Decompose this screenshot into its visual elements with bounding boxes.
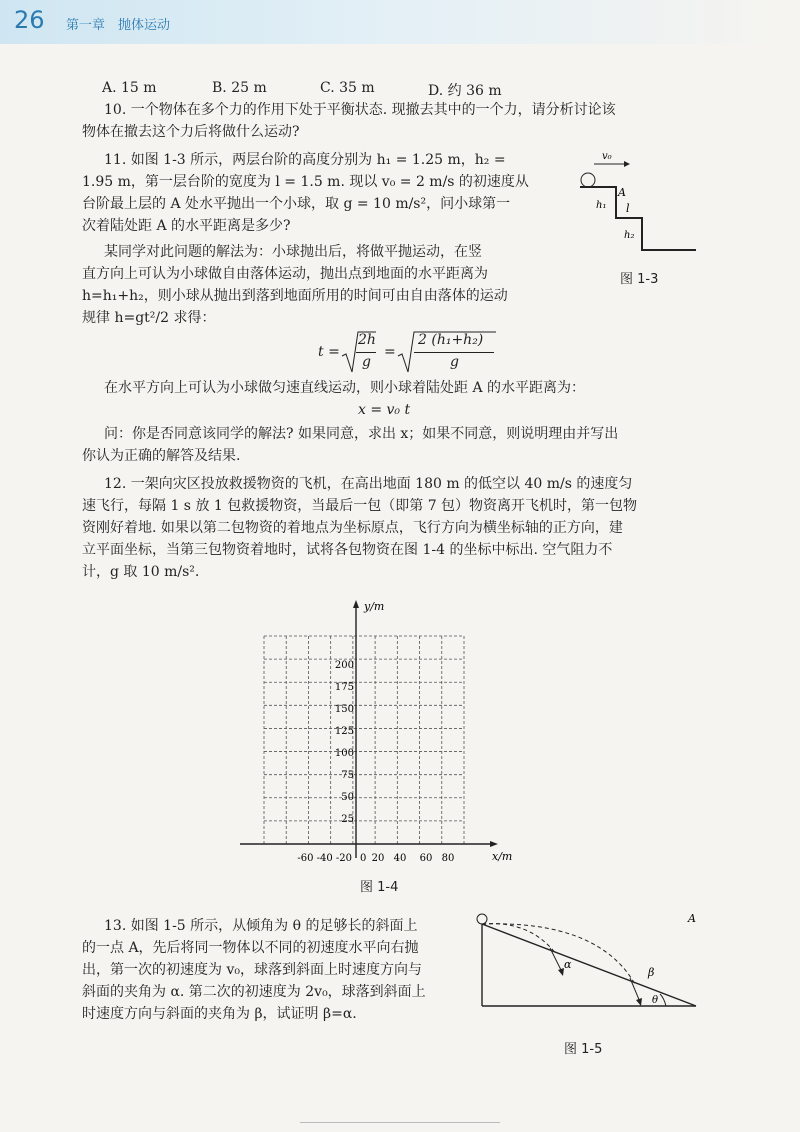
fig13-h2: h₂ — [624, 230, 635, 241]
chapter-title: 第一章 抛体运动 — [66, 18, 171, 33]
formula-t-lhs: t = — [318, 344, 340, 360]
formula-t — [318, 330, 518, 376]
fig13-l: l — [626, 202, 630, 215]
fig15-A: A — [688, 912, 696, 925]
fraction-bar-2 — [414, 352, 494, 353]
fig13-A: A — [618, 186, 626, 199]
velocity-2 — [630, 978, 640, 1002]
q13-line-4: 斜面的夹角为 α. 第二次的初速度为 2v₀，球落到斜面上 — [82, 984, 426, 1000]
fig14-caption: 图 1-4 — [360, 880, 399, 895]
formula-t-f2-den: g — [450, 354, 459, 370]
q11-after: 在水平方向上可认为小球做匀速直线运动，则小球着陆处距 A 的水平距离为： — [104, 380, 586, 396]
q11-line-4: 次着陆处距 A 的水平距离是多少? — [82, 218, 291, 234]
q11-ask-2: 你认为正确的解答及结果. — [82, 448, 241, 464]
velocity-2-arrow-icon — [636, 998, 642, 1006]
fraction-bar-1 — [356, 352, 376, 353]
figure-1-3 — [572, 146, 702, 286]
y-tick-50: 50 — [341, 792, 354, 803]
x-tick-40: 40 — [393, 853, 407, 864]
option-c: C. 35 m — [320, 80, 375, 96]
x-tick-60: 60 — [419, 853, 433, 864]
arrow-head-icon — [624, 161, 630, 167]
q12-line-4: 立平面坐标，当第三包物资着地时，试将各包物资在图 1-4 的坐标中标出. 空气阻力不 — [82, 542, 613, 558]
q12-line-1: 12. 一架向灾区投放救援物资的飞机，在高出地面 180 m 的低空以 40 m/s 的速度匀 — [104, 476, 633, 492]
y-axis-arrow-icon — [353, 600, 359, 608]
formula-t-f1-den: g — [362, 354, 371, 370]
q13-line-5: 时速度方向与斜面的夹角为 β，试证明 β=α. — [82, 1006, 357, 1022]
option-d: D. 约 36 m — [428, 83, 502, 99]
bottom-rule — [300, 1122, 500, 1123]
velocity-1 — [550, 948, 562, 972]
theta-arc — [660, 994, 666, 1006]
figure-1-5 — [470, 910, 702, 1014]
q10-line-1: 10. 一个物体在多个力的作用下处于平衡状态. 现撤去其中的一个力，请分析讨论该 — [104, 102, 616, 118]
ball-icon — [581, 173, 595, 187]
x-axis-arrow-icon — [490, 841, 498, 847]
option-b: B. 25 m — [212, 80, 267, 96]
incline-line — [482, 924, 696, 1006]
y-tick-150: 150 — [334, 704, 354, 715]
q13-line-2: 的一点 A，先后将同一物体以不同的初速度水平向右抛 — [82, 940, 419, 956]
y-tick-100: 100 — [334, 748, 354, 759]
option-a: A. 15 m — [102, 80, 157, 96]
formula-t-eq: = — [384, 344, 396, 360]
q13-line-1: 13. 如图 1-5 所示，从倾角为 θ 的足够长的斜面上 — [104, 918, 418, 934]
q11-line-7: h=h₁+h₂，则小球从抛出到落到地面所用的时间可由自由落体的运动 — [82, 288, 508, 304]
figure-1-4 — [230, 596, 530, 868]
q11-line-2: 1.95 m，第一层台阶的宽度为 l = 1.5 m. 现以 v₀ = 2 m/s 的初速度从 — [82, 174, 529, 190]
y-axis-label: y/m — [364, 600, 385, 613]
x-tick-20: 20 — [371, 853, 385, 864]
ball-icon — [477, 914, 487, 924]
y-tick-175: 175 — [334, 682, 354, 693]
y-tick-125: 125 — [334, 726, 354, 737]
y-tick-75: 75 — [341, 770, 354, 781]
fig15-alpha: α — [564, 958, 572, 971]
q11-line-3: 台阶最上层的 A 处水平抛出一个小球，取 g = 10 m/s²，问小球第一 — [82, 196, 511, 212]
fig13-h1: h₁ — [596, 200, 607, 211]
x-axis-label: x/m — [492, 850, 513, 863]
q13-line-3: 出，第一次的初速度为 v₀，球落到斜面上时速度方向与 — [82, 962, 422, 978]
x-tick-80: 80 — [441, 853, 455, 864]
y-tick-25: 25 — [341, 814, 354, 825]
x-ticks-negative: -60 -40 -20 — [297, 853, 352, 864]
fig15-theta: θ — [652, 995, 659, 1006]
y-tick-200: 200 — [334, 660, 354, 671]
q11-line-8: 规律 h=gt²/2 求得： — [82, 310, 216, 326]
q11-line-6: 直方向上可认为小球做自由落体运动，抛出点到地面的水平距离为 — [82, 266, 488, 282]
fig13-caption: 图 1-3 — [620, 272, 659, 287]
q12-line-3: 资刚好着地. 如果以第二包物资的着地点为坐标原点，飞行方向为横坐标轴的正方向，建 — [82, 520, 623, 536]
q12-line-5: 计，g 取 10 m/s². — [82, 564, 200, 580]
q11-line-1: 11. 如图 1-3 所示，两层台阶的高度分别为 h₁ = 1.25 m，h₂ = — [104, 152, 506, 168]
fig15-beta: β — [648, 966, 655, 979]
q11-line-5: 某同学对此问题的解法为：小球抛出后，将做平抛运动，在竖 — [104, 244, 482, 260]
steps-outline — [580, 187, 696, 250]
fig15-caption: 图 1-5 — [564, 1042, 603, 1057]
q10-line-2: 物体在撤去这个力后将做什么运动? — [82, 124, 300, 140]
q11-ask-1: 问：你是否同意该同学的解法? 如果同意，求出 x；如果不同意，则说明理由并写出 — [104, 426, 619, 442]
page-number: 26 — [14, 6, 45, 34]
formula-x: x = v₀ t — [358, 402, 411, 418]
fig13-v0: v₀ — [602, 151, 612, 162]
formula-t-f1-num: 2h — [358, 332, 376, 348]
x-tick-zero: 0 — [360, 853, 367, 864]
q12-line-2: 速飞行，每隔 1 s 放 1 包救援物资，当最后一包（即第 7 包）物资离开飞机时，第一包物 — [82, 498, 638, 514]
formula-t-f2-num: 2 (h₁+h₂) — [418, 332, 484, 348]
page-header — [0, 0, 800, 44]
